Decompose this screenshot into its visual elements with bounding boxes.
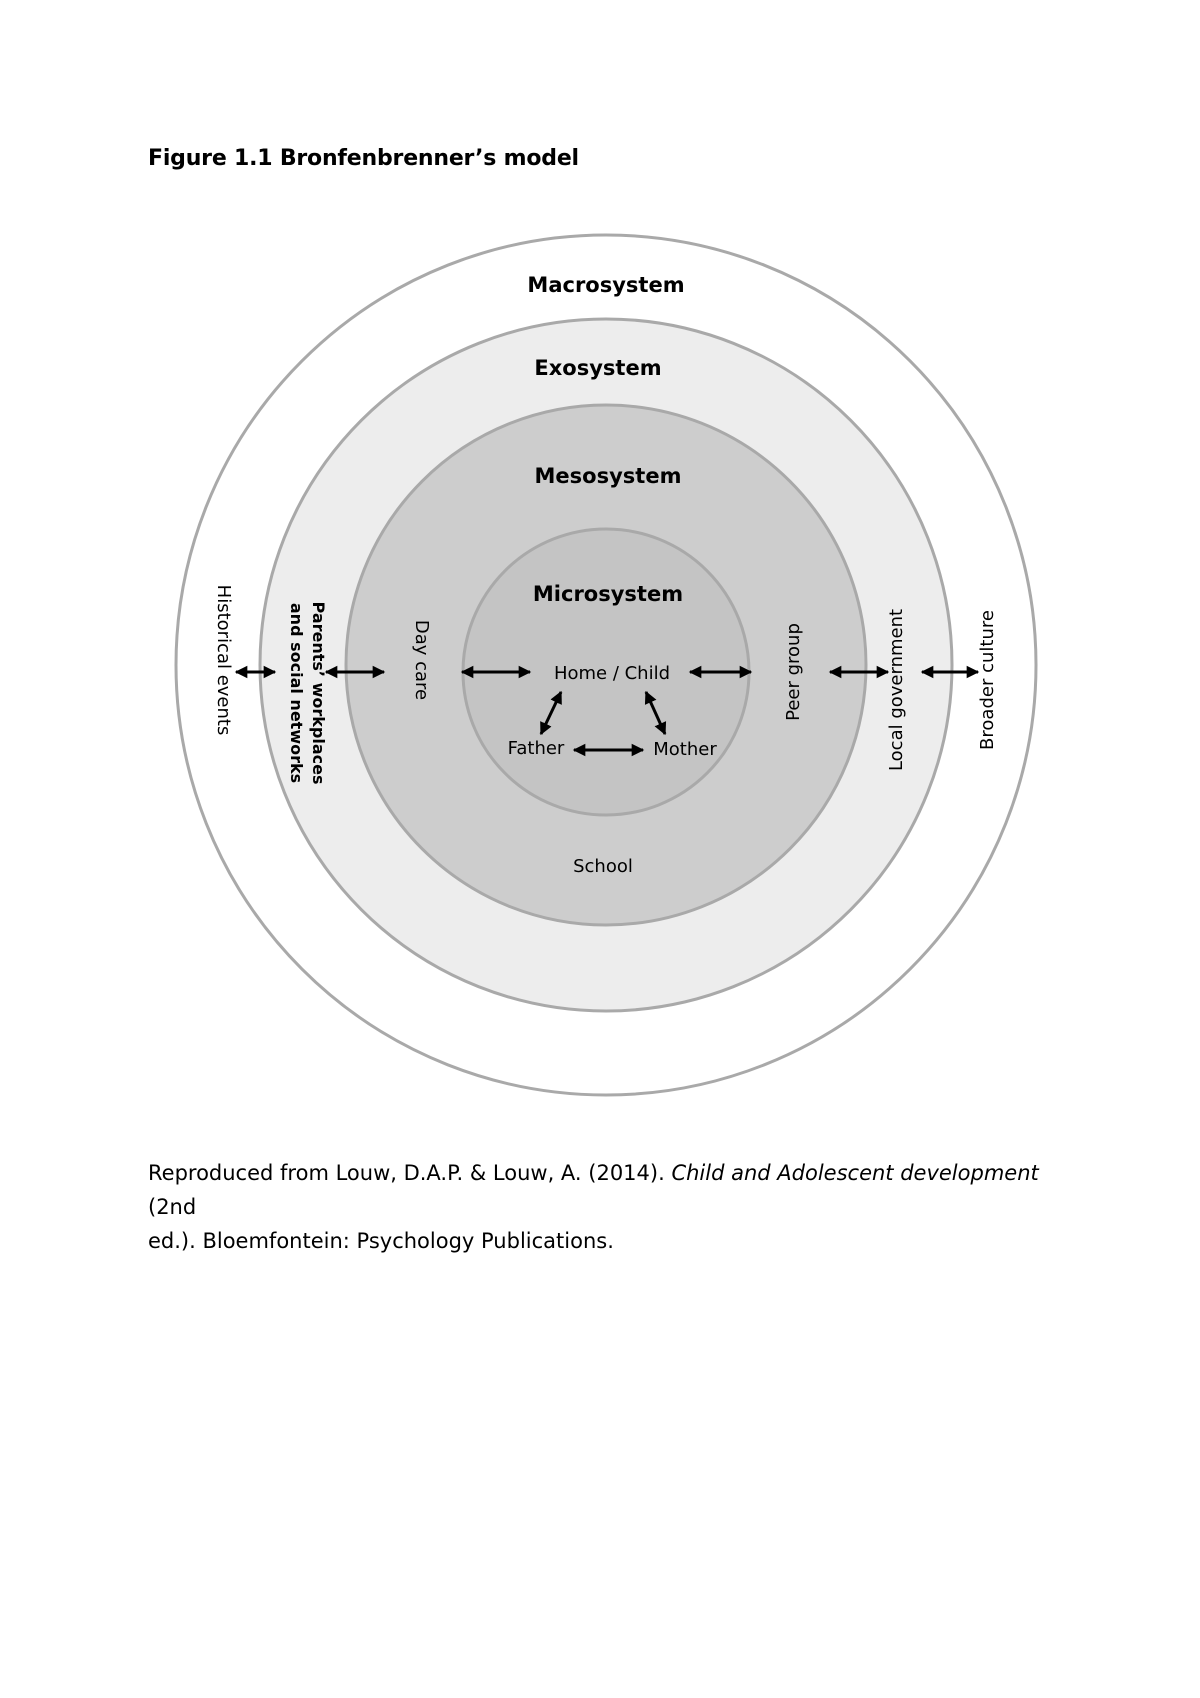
mesosystem-label: Mesosystem — [534, 464, 682, 488]
parents-workplaces-line2: and social networks — [287, 602, 306, 784]
day-care-label: Day care — [411, 619, 432, 701]
local-government-label: Local government — [886, 608, 907, 772]
exosystem-label: Exosystem — [534, 356, 662, 380]
peer-group-label: Peer group — [783, 623, 804, 721]
caption-book-title: Child and Adolescent development — [671, 1161, 1039, 1185]
figure-title: Figure 1.1 Bronfenbrenner’s model — [148, 146, 579, 171]
figure-caption — [148, 1156, 1068, 1258]
broader-culture-label: Broader culture — [977, 610, 998, 750]
caption-suffix: (2nd — [148, 1195, 197, 1219]
caption-prefix: Reproduced from Louw, D.A.P. & Louw, A. (2014). — [148, 1161, 672, 1185]
historical-events-label: Historical events — [213, 584, 234, 736]
caption-line2: ed.). Bloemfontein: Psychology Publications. — [148, 1229, 614, 1253]
school-label: School — [573, 856, 633, 877]
microsystem-label: Microsystem — [532, 582, 684, 606]
parents-workplaces-line1: Parents’ workplaces — [309, 601, 328, 785]
home-child-label: Home / Child — [553, 663, 671, 684]
mother-label: Mother — [653, 739, 717, 760]
macrosystem-label: Macrosystem — [527, 273, 685, 297]
father-label: Father — [507, 738, 565, 759]
